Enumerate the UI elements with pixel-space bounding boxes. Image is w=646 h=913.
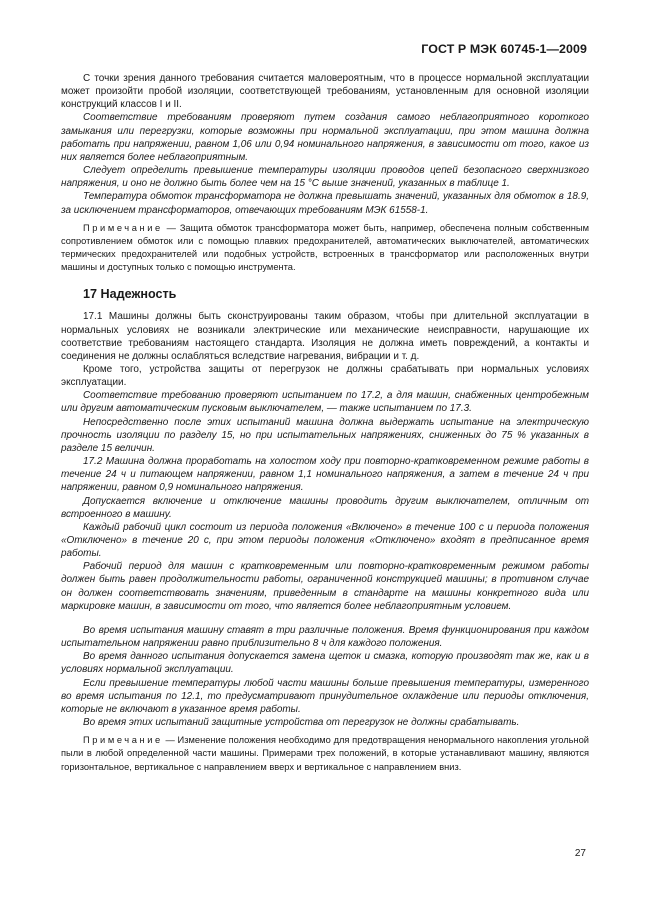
note-label: Примечание <box>83 222 163 233</box>
note-text: — Изменение положения необходимо для предотвращения ненормального накопления угольной пыли в любой определенной части машины. Примерами трех положений, в которые устанавливают машину, являются горизонтальное, вертикальное с направлением вверх и вертикальное с направлением вниз. <box>61 735 589 772</box>
standard-header: ГОСТ Р МЭК 60745-1—2009 <box>421 42 587 56</box>
paragraph-compliance: Во время этих испытаний защитные устройства от перегрузок не должны срабатывать. <box>83 717 520 729</box>
note-text: — Защита обмоток трансформатора может быть, например, обеспечена полным собственным сопротивлением обмоток или с помощью плавких предохранителей, автоматических выключателей, автоматических термических предохранителей или подобных устройств, встроенных в трансформатор или расположенных внутри машины и доступных только с помощью инструмента. <box>61 222 589 273</box>
document-body <box>61 72 589 774</box>
note-positions <box>61 734 589 773</box>
section-heading: 17 Надежность <box>83 287 177 302</box>
paragraph: Кроме того, устройства защиты от перегрузок не должны срабатывать при нормальных условиях эксплуатации. <box>61 363 589 389</box>
paragraph-compliance: Каждый рабочий цикл состоит из периода положения «Включено» в течение 100 с и периода положения «Отключено» в течение 20 с, при этом периоды положения «Отключено» входят в предписанное время работы. <box>61 521 589 560</box>
paragraph: С точки зрения данного требования считается маловероятным, что в процессе нормальной эксплуатации может произойти пробой изоляции, соответствующей требованиям, установленным для основной изоляции конструкций классов I и II. <box>61 73 589 111</box>
paragraph-compliance: 17.2 Машина должна проработать на холостом ходу при повторно-кратковременном режиме работы в течение 24 ч и питающем напряжении, равном 1,1 номинального напряжения, а затем в течение 24 ч при напряжении, равном 0,9 номинального напряжения. <box>61 456 589 494</box>
note-transformer <box>61 222 589 275</box>
paragraph-compliance: Рабочий период для машин с кратковременным или повторно-кратковременным режимом работы должен быть равен продолжительности работы, ограниченной конструкцией машины; в противном случае он должен соответствовать значениям, приведенным в стандарте на машины конкретного вида или маркировке машин, в зависимости от того, что является более неблагоприятным условием. <box>61 561 589 612</box>
page-number: 27 <box>574 848 586 859</box>
paragraph-compliance: Непосредственно после этих испытаний машина должна выдержать испытание на электрическую прочность изоляции по разделу 15, но при испытательных напряжениях, сниженных до 75 % указанных в разделе 15 величин. <box>61 416 589 454</box>
paragraph-compliance: Если превышение температуры любой части машины больше превышения температуры, измеренного во время испытания по 12.1, то предусматривают принудительное охлаждение или периоды отключения, которые не включают в указанное время работы. <box>61 677 589 715</box>
paragraph-compliance: Во время данного испытания допускается замена щеток и смазка, которую производят так же, как и в условиях нормальной эксплуатации. <box>61 651 589 676</box>
paragraph-compliance: Следует определить превышение температуры изоляции проводов цепей безопасного сверхнизкого напряжения, и оно не должно быть более чем на 15 °С выше значений, указанных в таблице 1. <box>61 165 589 190</box>
paragraph-compliance: Допускается включение и отключение машины проводить другим выключателем, отличным от встроенного в машину. <box>61 495 589 520</box>
paragraph-compliance: Соответствие требованию проверяют испытанием по 17.2, а для машин, снабженных центробежным или другим автоматическим пусковым выключателем, — также испытанием по 17.3. <box>61 390 589 415</box>
paragraph-compliance: Соответствие требованиям проверяют путем создания самого неблагоприятного короткого замыкания или перегрузки, которые возможны при нормальной эксплуатации, при этом машина должна работать при напряжении, равном 1,06 или 0,94 номинального напряжения, в зависимости от того, какое из них является более неблагоприятным. <box>61 112 589 163</box>
paragraph-compliance: Температура обмоток трансформатора не должна превышать значений, указанных для обмоток в 18.9, за исключением трансформаторов, отвечающих требованиям МЭК 61558-1. <box>61 191 589 216</box>
note-label: Примечание <box>83 735 163 746</box>
paragraph: 17.1 Машины должны быть сконструированы таким образом, чтобы при длительной эксплуатации в нормальных условиях не возникали электрические или механические неисправности, нарушающие их соответствие требованиям настоящего стандарта. Изоляция не должна иметь повреждений, а контакты и соединения не должны ослабляться вследствие нагревания, вибрации и т. д. <box>61 311 589 362</box>
paragraph-compliance: Во время испытания машину ставят в три различные положения. Время функционирования при каждом испытательном напряжении равно приблизительно 8 ч для каждого положения. <box>61 624 589 650</box>
